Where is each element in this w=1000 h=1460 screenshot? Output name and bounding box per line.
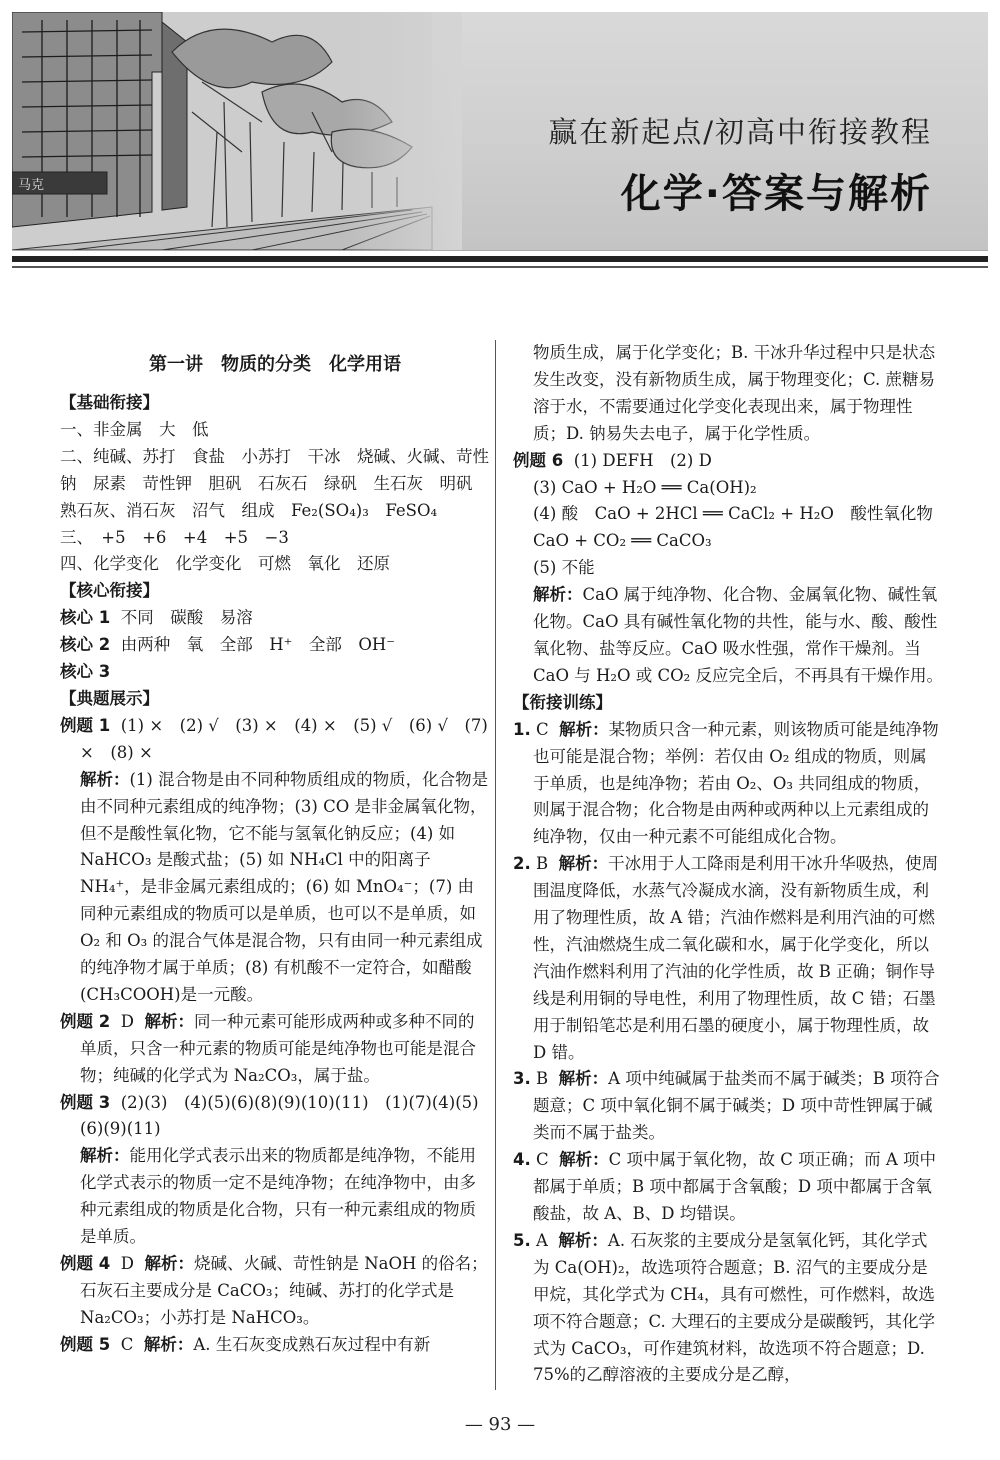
core-1-label: 核心 1 bbox=[60, 608, 111, 628]
lecture-title: 第一讲 物质的分类 化学用语 bbox=[149, 354, 401, 375]
example-6-line-2: (3) CaO + H₂O ══ Ca(OH)₂ bbox=[533, 477, 757, 497]
training-item-2 bbox=[513, 851, 943, 1066]
example-4 bbox=[60, 1251, 490, 1332]
core-3-label: 核心 3 bbox=[60, 662, 111, 682]
section-examples: 【典题展示】 bbox=[60, 688, 159, 708]
column-divider bbox=[495, 340, 496, 1390]
basic-answer-4: 四、化学变化 化学变化 可燃 氧化 还原 bbox=[60, 554, 390, 574]
training-number: 3. bbox=[513, 1069, 531, 1089]
header-rule-thin bbox=[12, 266, 988, 268]
training-analysis: A 项中纯碱属于盐类而不属于碱类；B 项符合题意；C 项中氧化铜不属于碱类；D 项中苛性钾属于碱类而不属于盐类。 bbox=[533, 1069, 940, 1143]
analysis-label: 解析： bbox=[558, 1069, 609, 1089]
training-item-3 bbox=[513, 1066, 943, 1147]
analysis-label: 解析： bbox=[144, 1254, 194, 1273]
training-answer: C bbox=[536, 1150, 549, 1170]
training-answer: A bbox=[536, 1230, 548, 1250]
core-2 bbox=[60, 632, 490, 659]
analysis-label: 解析： bbox=[144, 1011, 194, 1031]
example-1-answer bbox=[60, 713, 490, 767]
svg-text:马克: 马克 bbox=[18, 178, 45, 193]
header-banner bbox=[12, 12, 988, 251]
training-number: 4. bbox=[513, 1150, 531, 1170]
section-basic: 【基础衔接】 bbox=[60, 393, 159, 412]
analysis-label: 解析： bbox=[143, 1334, 194, 1354]
training-analysis: A. 石灰浆的主要成分是氢氧化钙，其化学式为 Ca(OH)₂，故选项符合题意；B. 沼气的主要成分是甲烷，其化学式为 CH₄，具有可燃性，可作燃料，故选项不符合题意；C. 大理石的主要成分是碳酸钙，其化学式为 CaCO₃，可作建筑材料，故选项不符合题意；D. 75%的乙醇溶液的主要成分是乙醇， bbox=[533, 1230, 936, 1385]
example-5-label: 例题 5 bbox=[60, 1334, 111, 1354]
example-5 bbox=[60, 1332, 490, 1359]
training-analysis: C 项中属于氧化物，故 C 项正确；而 A 项中都属于单质；B 项中都属于含氧酸；D 项中都属于含氧酸盐，故 A、B、D 均错误。 bbox=[533, 1150, 937, 1223]
example-6-line-3: (4) 酸 CaO + 2HCl ══ CaCl₂ + H₂O 酸性氧化物 CaO + CO₂ ══ CaCO₃ bbox=[533, 504, 950, 551]
analysis-label: 解析： bbox=[558, 1230, 608, 1250]
training-number: 5. bbox=[513, 1230, 531, 1250]
analysis-label: 解析： bbox=[558, 854, 609, 874]
banner-subtitle: 赢在新起点/初高中衔接教程 bbox=[548, 115, 932, 149]
training-answer: C bbox=[536, 719, 549, 739]
training-answer: B bbox=[536, 1069, 549, 1089]
analysis-label: 解析： bbox=[559, 719, 609, 739]
example-6-analysis bbox=[513, 582, 943, 690]
example-3-options: (2)(3) (4)(5)(6)(8)(9)(10)(11) (1)(7)(4)(5)(6)(9)(11) bbox=[80, 1092, 479, 1139]
example-3-analysis bbox=[60, 1143, 490, 1251]
example-2 bbox=[60, 1009, 490, 1090]
training-item-4 bbox=[513, 1147, 943, 1228]
example-6-line-1: (1) DEFH (2) D bbox=[573, 450, 712, 470]
example-3-answer bbox=[60, 1090, 490, 1144]
example-4-label: 例题 4 bbox=[60, 1254, 111, 1273]
banner-title: 化学·答案与解析 bbox=[620, 171, 932, 217]
example-1-options: (1) × (2) √ (3) × (4) × (5) √ (6) √ (7) × (8) × bbox=[80, 715, 488, 762]
training-answer: B bbox=[536, 854, 549, 874]
section-core: 【核心衔接】 bbox=[60, 581, 159, 601]
training-item-5 bbox=[513, 1228, 943, 1389]
example-6-answer bbox=[513, 448, 943, 475]
example-3-analysis-text: 能用化学式表示出来的物质都是纯净物，不能用化学式表示的物质一定不是纯净物；在纯净物中，由多种元素组成的物质是化合物，只有一种元素组成的物质是单质。 bbox=[80, 1146, 476, 1247]
training-analysis: 干冰用于人工降雨是利用干冰升华吸热，使周围温度降低，水蒸气冷凝成水滴，没有新物质生成，利用了物理性质，故 A 错；汽油作燃料是利用汽油的可燃性，汽油燃烧生成二氧化碳和水，属于化学变化，所以汽油作燃料利用了汽油的化学性质，故 B 正确；铜作导线是利用铜的导电性，利用了物理性质，故 C 错；石墨用于制铅笔芯是利用石墨的硬度小，属于物理性质，故 D 错。 bbox=[533, 854, 939, 1062]
example-4-analysis-text: 烧碱、火碱、苛性钠是 NaOH 的俗名；石灰石主要成分是 CaCO₃；纯碱、苏打的化学式是 Na₂CO₃；小苏打是 NaHCO₃。 bbox=[80, 1254, 488, 1327]
example-6-analysis-text: CaO 属于纯净物、化合物、金属氧化物、碱性氧化物。CaO 具有碱性氧化物的共性，能与水、酸、酸性氧化物、盐等反应。CaO 吸水性强，常作干燥剂。当 CaO 与 H₂O 或 CO₂ 反应完全后，不再具有干燥作用。 bbox=[533, 585, 944, 685]
training-item-1 bbox=[513, 717, 943, 852]
example-5-analysis-continued: 物质生成，属于化学变化；B. 干冰升华过程中只是状态发生改变，没有新物质生成，属于物理变化；C. 蔗糖易溶于水，不需要通过化学变化表现出来，属于物理性质；D. 钠易失去电子，属于化学性质。 bbox=[533, 343, 936, 443]
core-2-answer: 由两种 氧 全部 H⁺ 全部 OH⁻ bbox=[120, 635, 395, 655]
page-number: — 93 — bbox=[464, 1414, 536, 1435]
example-5-analysis-text: A. 生石灰变成熟石灰过程中有新 bbox=[193, 1334, 431, 1354]
example-6-label: 例题 6 bbox=[513, 450, 564, 470]
core-2-label: 核心 2 bbox=[60, 635, 111, 655]
header-rule bbox=[12, 256, 988, 262]
example-6-line-4: (5) 不能 bbox=[533, 558, 595, 578]
training-number: 1. bbox=[513, 719, 531, 739]
core-1-answer: 不同 碳酸 易溶 bbox=[120, 608, 253, 628]
example-3-label: 例题 3 bbox=[60, 1092, 111, 1112]
left-column bbox=[60, 340, 490, 1359]
example-2-label: 例题 2 bbox=[60, 1011, 111, 1031]
basic-answer-1: 一、非金属 大 低 bbox=[60, 419, 209, 439]
analysis-label: 解析： bbox=[559, 1150, 609, 1170]
basic-answer-3: 三、 +5 +6 +4 +5 −3 bbox=[60, 527, 289, 547]
example-1-analysis-text: (1) 混合物是由不同种物质组成的物质，化合物是由不同种元素组成的纯净物；(3) CO 是非金属氧化物，但不是酸性氧化物，它不能与氢氧化钠反应；(4) 如 NaHCO₃ 是酸式盐；(5) 如 NH₄Cl 中的阳离子 NH₄⁺，是非金属元素组成的；(6) 如 MnO₄⁻；(7) 由同种元素组成的物质可以是单质，也可以不是单质，如 O₂ 和 O₃ 的混合气体是混合物，只有由同一种元素组成的纯净物才属于单质；(8) 有机酸不一定符合，如醋酸(CH₃COOH)是一元酸。 bbox=[80, 769, 489, 1004]
basic-answer-2: 二、纯碱、苏打 食盐 小苏打 干冰 烧碱、火碱、苛性钠 尿素 苛性钾 胆矾 石灰石 绿矾 生石灰 明矾 熟石灰、消石灰 沼气 组成 Fe₂(SO₄)₃ FeSO₄ bbox=[60, 446, 489, 520]
example-4-answer: D bbox=[120, 1254, 134, 1273]
example-5-answer: C bbox=[120, 1334, 134, 1354]
example-1-label: 例题 1 bbox=[60, 715, 111, 735]
analysis-label: 解析： bbox=[80, 769, 130, 789]
section-training: 【衔接训练】 bbox=[513, 692, 612, 712]
analysis-label: 解析： bbox=[80, 1146, 130, 1166]
analysis-label: 解析： bbox=[533, 585, 583, 605]
example-2-analysis-text: 同一种元素可能形成两种或多种不同的单质，只含一种元素的物质可能是纯净物也可能是混合物；纯碱的化学式为 Na₂CO₃，属于盐。 bbox=[80, 1011, 476, 1085]
training-number: 2. bbox=[513, 854, 531, 874]
example-1-analysis bbox=[60, 767, 490, 1009]
right-column bbox=[513, 340, 950, 1389]
example-2-answer: D bbox=[120, 1011, 134, 1031]
training-analysis: 某物质只含一种元素，则该物质可能是纯净物也可能是混合物；举例：若仅由 O₂ 组成的物质，则属于单质，也是纯净物；若由 O₂、O₃ 共同组成的物质，则属于混合物；化合物是由两种或两种以上元素组成的纯净物，仅由一种元素不可能组成化合物。 bbox=[533, 719, 939, 847]
core-1 bbox=[60, 605, 490, 632]
